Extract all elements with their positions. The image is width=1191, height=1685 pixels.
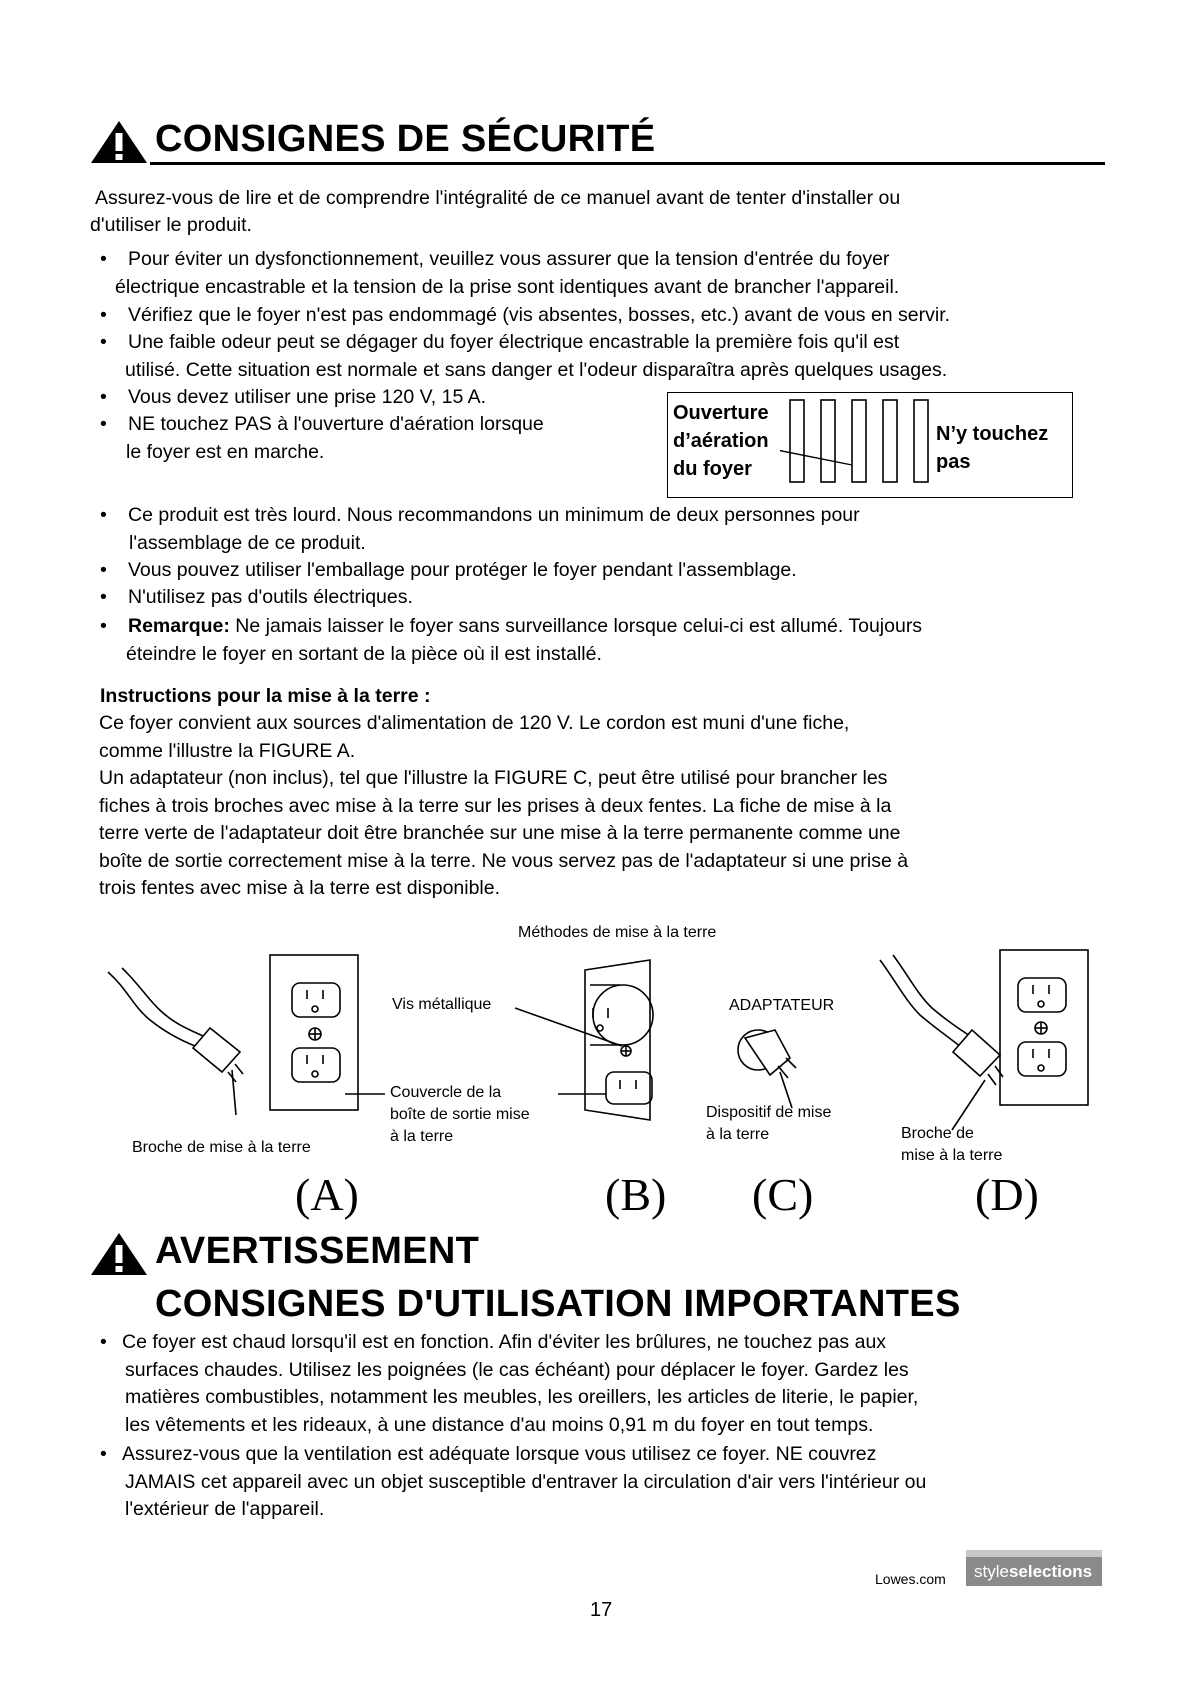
warning-bullet-2: • Assurez-vous que la ventilation est adéquate lorsque vous utilisez ce foyer. NE couvrez JAMAIS cet appareil avec un objet susceptible d'entraver la circulation d'air vers l'intérieur ou l'extérieur de l'appareil. [100, 1443, 927, 1520]
brand-logo: styleselections [966, 1550, 1102, 1586]
grounding-methods-illustration [0, 940, 1191, 1140]
safety-bullet-5: • NE touchez PAS à l'ouverture d'aération lorsque le foyer est en marche. [100, 413, 544, 463]
warning-title: AVERTISSEMENT [155, 1230, 480, 1272]
label-vis-metallique: Vis métallique [392, 996, 492, 1013]
label-couvercle: Couvercle de la boîte de sortie mise à la terre [390, 1084, 530, 1145]
vent-label: Ouverture d’aération du foyer [673, 402, 769, 480]
grounding-text: Ce foyer convient aux sources d'alimentation de 120 V. Le cordon est muni d'une fiche, comme l'illustre la FIGURE A. Un adaptateur (non inclus), tel que l'illustre la FIGURE C, peut être utilisé pour brancher les fiches à trois broches avec mise à la terre sur les prises à deux fentes. La fiche de mise à la terre verte de l'adaptateur doit être branchée sur une mise à la terre permanente comme une boîte de sortie correctement mise à la terre. Ne vous servez pas de l'adaptateur si une prise à trois fentes avec mise à la terre est disponible. [99, 712, 909, 899]
safety-bullet-2: • Vérifiez que le foyer n'est pas endommagé (vis absentes, bosses, etc.) avant de vous en servir. [100, 304, 951, 326]
vent-slots-illustration [780, 398, 930, 484]
warning-subtitle: CONSIGNES D'UTILISATION IMPORTANTES [155, 1283, 961, 1325]
safety-title: CONSIGNES DE SÉCURITÉ [155, 118, 656, 160]
warning-triangle-icon [90, 120, 148, 164]
safety-bullet-3: • Une faible odeur peut se dégager du foyer électrique encastrable la première fois qu'il est utilisé. Cette situation est normale et sans danger et l'odeur disparaîtra après quelques usages. [100, 331, 948, 381]
remark-label: Remarque: [128, 615, 230, 637]
safety-bullet-6: • Ce produit est très lourd. Nous recommandons un minimum de deux personnes pour l'assemblage de ce produit. [100, 504, 860, 554]
safety-bullet-7: • Vous pouvez utiliser l'emballage pour protéger le foyer pendant l'assemblage. [100, 559, 797, 581]
warning-triangle-icon [90, 1232, 148, 1276]
intro-line-2: d'utiliser le produit. [90, 214, 252, 236]
figure-letter-a: (A) [295, 1169, 359, 1220]
footer-site: Lowes.com [875, 1571, 946, 1587]
figure-letter-b: (B) [605, 1169, 667, 1220]
label-broche-d: Broche de mise à la terre [901, 1125, 1003, 1164]
figure-letter-d: (D) [975, 1169, 1039, 1220]
label-broche-a: Broche de mise à la terre [132, 1139, 311, 1156]
page-number: 17 [590, 1599, 613, 1621]
vent-warning: N’y touchez pas [936, 423, 1049, 473]
safety-bullet-1: • Pour éviter un dysfonctionnement, veuillez vous assurer que la tension d'entrée du foyer électrique encastrable et la tension de la prise sont identiques avant de brancher l'appareil. [100, 248, 900, 298]
grounding-heading: Instructions pour la mise à la terre : [100, 685, 431, 707]
safety-bullet-4: • Vous devez utiliser une prise 120 V, 15 A. [100, 386, 487, 408]
safety-bullet-8: • N'utilisez pas d'outils électriques. [100, 586, 413, 608]
safety-bullet-9: • Remarque: Ne jamais laisser le foyer sans surveillance lorsque celui-ci est allumé. Toujours éteindre le foyer en sortant de la pièce où il est installé. [100, 615, 923, 665]
figure-letter-c: (C) [752, 1169, 814, 1220]
warning-bullet-1: • Ce foyer est chaud lorsqu'il est en fonction. Afin d'éviter les brûlures, ne touchez pas aux surfaces chaudes. Utilisez les poignées (le cas échéant) pour déplacer le foyer. Gardez les matières combustibles, notamment les meubles, les oreillers, les articles de literie, le papier, les vêtements et les rideaux, à une distance d'au moins 0,91 m du foyer en tout temps. [100, 1331, 919, 1436]
label-adaptateur: ADAPTATEUR [729, 997, 835, 1014]
intro-line-1: Assurez-vous de lire et de comprendre l'intégralité de ce manuel avant de tenter d'installer ou [95, 187, 901, 209]
title-rule [150, 162, 1105, 165]
figure-caption: Méthodes de mise à la terre [518, 924, 717, 941]
label-dispositif: Dispositif de mise à la terre [706, 1104, 832, 1143]
